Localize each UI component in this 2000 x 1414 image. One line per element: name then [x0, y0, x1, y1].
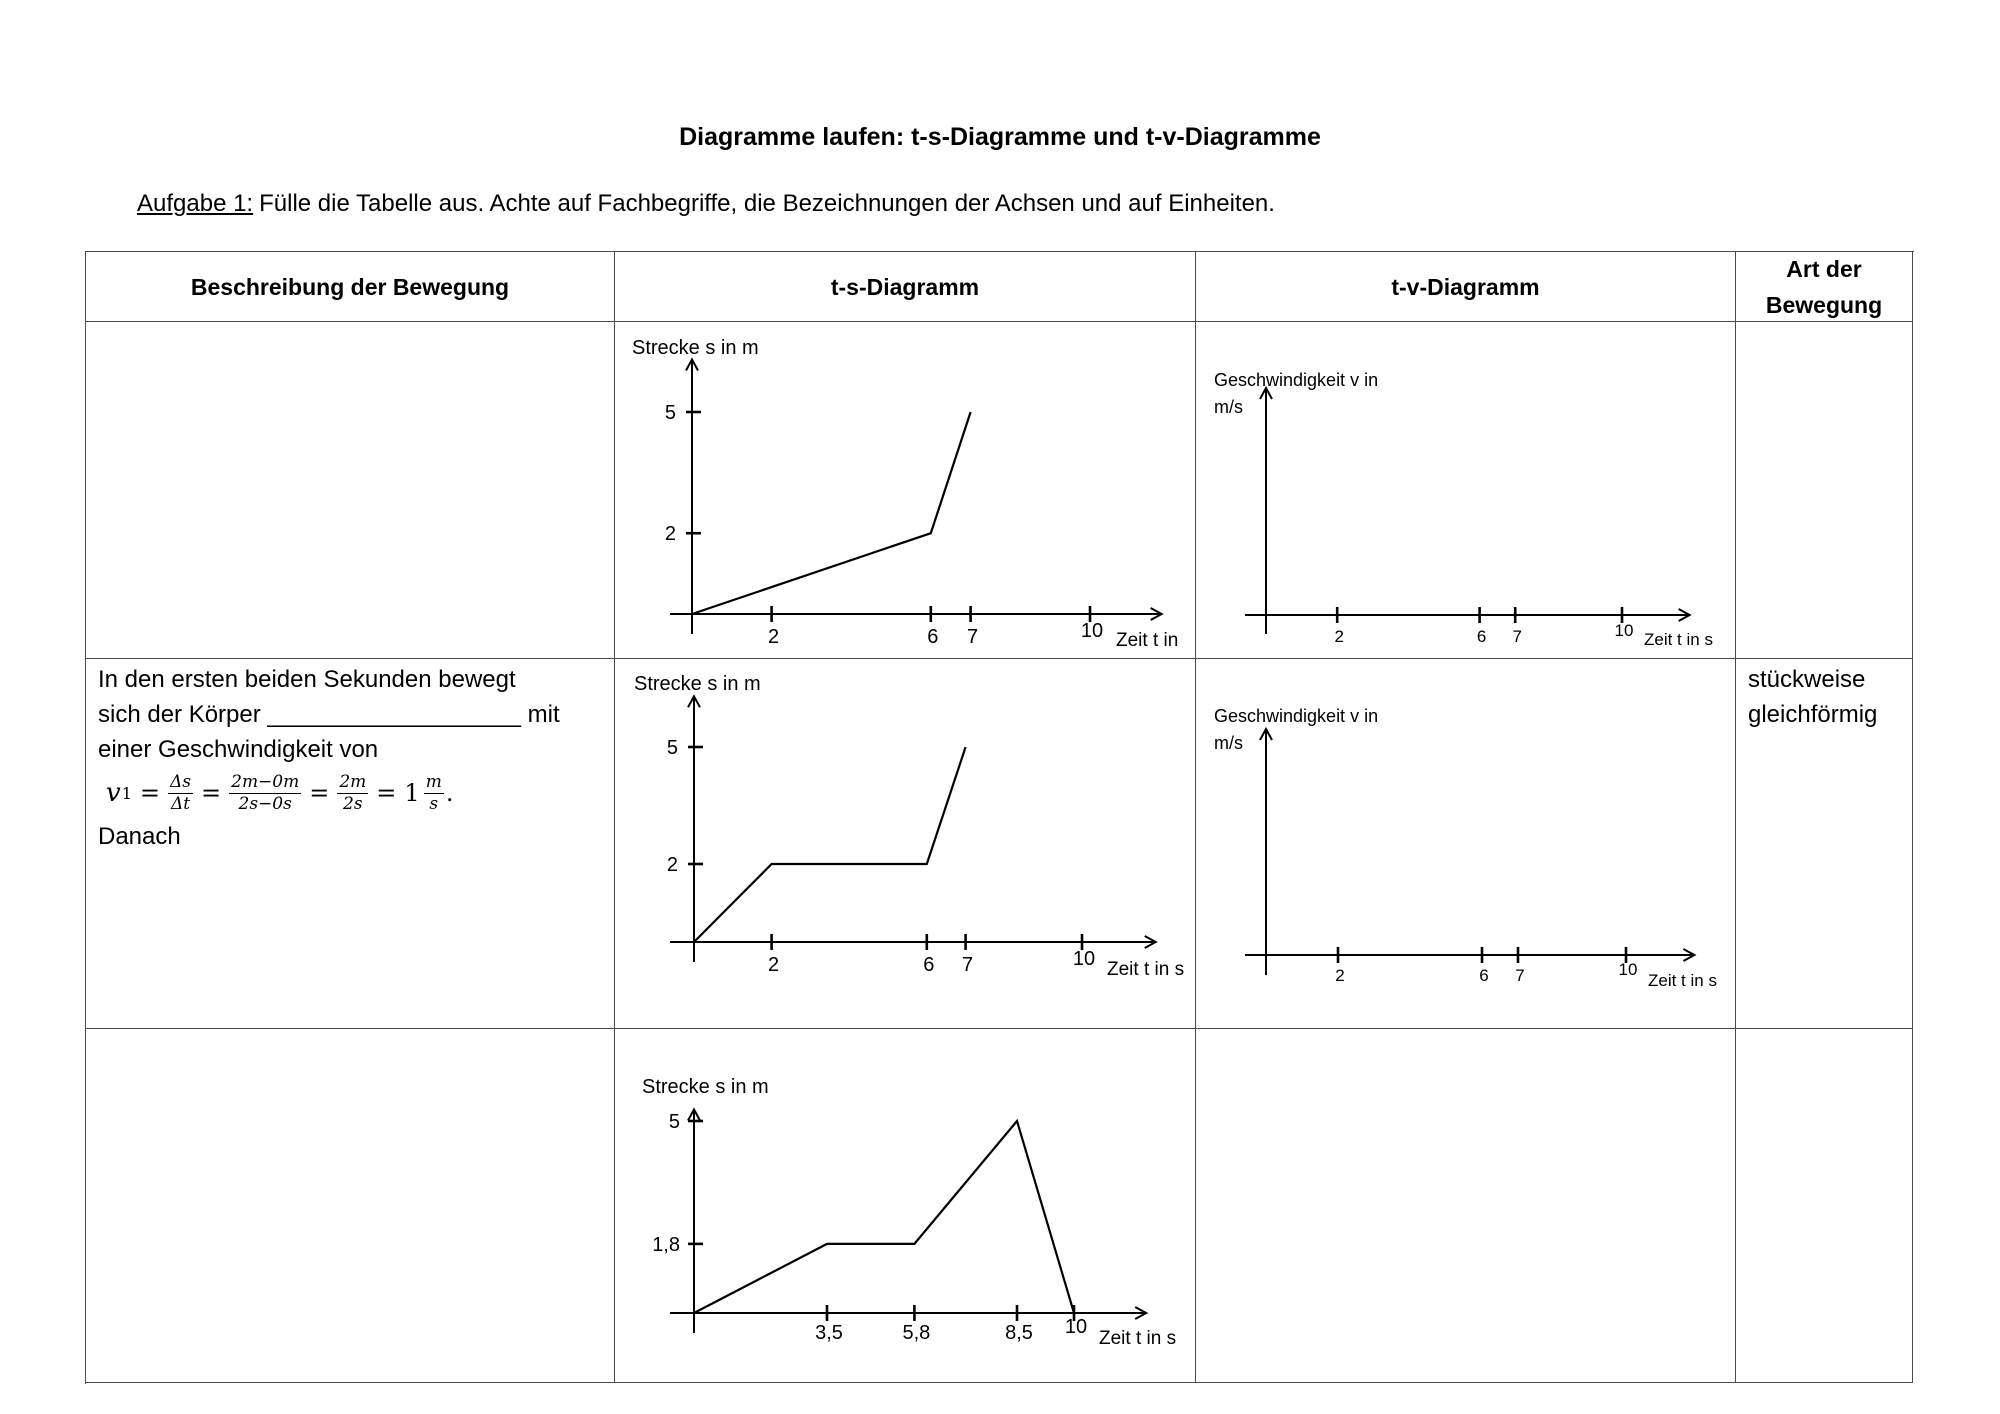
formula-equals: = — [376, 778, 397, 807]
y-tick-label: 1,8 — [652, 1233, 680, 1256]
fraction-denominator: s — [429, 793, 439, 814]
fraction-denominator: Δt — [170, 793, 191, 814]
x-tick-label: 7 — [967, 626, 979, 648]
y-axis-label: Geschwindigkeit v in — [1214, 706, 1379, 726]
x-tick-label: 10 — [1614, 621, 1634, 640]
x-axis-label: Zeit t in s — [1648, 971, 1717, 990]
x-tick-label: 7 — [1512, 627, 1522, 646]
x-tick-label: 8,5 — [1005, 1322, 1033, 1344]
row3-ts-cell — [615, 1029, 1196, 1383]
y-axis-label: Geschwindigkeit v in — [1214, 370, 1379, 390]
x-tick-label: 7 — [1515, 966, 1525, 985]
row3-description-cell[interactable] — [86, 1029, 615, 1383]
description-line: einer Geschwindigkeit von — [98, 736, 379, 763]
x-tick-label: 10 — [1080, 620, 1104, 642]
fraction-numerator: 2m−0m — [231, 771, 300, 792]
task-text: Fülle die Tabelle aus. Achte auf Fachbegriffe, die Bezeichnungen der Achsen und auf Einheiten. — [259, 190, 1275, 217]
row1-ts-cell — [615, 322, 1196, 659]
row3-motion-type-cell[interactable] — [1736, 1029, 1913, 1383]
fraction-numerator: m — [425, 771, 442, 792]
row1-description-cell[interactable] — [86, 322, 615, 659]
description-line-with-blank: sich der Körper ___________________ mit — [98, 701, 560, 728]
y-tick-label: 5 — [668, 1111, 680, 1133]
y-tick-label: 5 — [664, 402, 676, 424]
fraction-numerator: Δs — [170, 771, 192, 792]
x-tick-label: 5,8 — [902, 1322, 931, 1344]
fraction-values — [229, 772, 301, 815]
y-tick-label: 2 — [664, 523, 676, 546]
x-tick-label: 6 — [923, 954, 935, 976]
worksheet-table — [85, 251, 1914, 1384]
fraction-unit — [424, 772, 444, 815]
row2-tv-cell[interactable] — [1196, 659, 1736, 1029]
y-axis-label: Strecke s in m — [632, 337, 759, 359]
row3-tv-cell[interactable] — [1196, 1029, 1736, 1383]
x-tick-label: 10 — [1072, 948, 1096, 970]
row2-motion-type-cell — [1736, 659, 1913, 1029]
formula-period: . — [445, 778, 454, 807]
row2-ts-cell — [615, 659, 1196, 1029]
row2-description — [98, 662, 610, 854]
x-axis-label: Zeit t in s — [1107, 959, 1185, 980]
description-line: In den ersten beiden Sekunden bewegt — [98, 666, 516, 693]
formula-equals: = — [309, 778, 330, 807]
fraction-denominator: 2s — [343, 793, 363, 814]
header-tv-diagram: t-v-Diagramm — [1196, 252, 1736, 322]
formula-result: 1 — [404, 778, 420, 807]
header-description: Beschreibung der Bewegung — [86, 252, 615, 322]
x-tick-label: 6 — [927, 626, 939, 648]
task-instruction — [137, 190, 1275, 218]
x-tick-label: 2 — [1335, 966, 1345, 985]
y-axis-label: Strecke s in m — [642, 1076, 769, 1098]
fraction-denominator: 2s−0s — [238, 793, 292, 814]
y-tick-label: 2 — [666, 854, 678, 876]
formula-equals: = — [201, 778, 222, 807]
description-line: Danach — [98, 823, 181, 850]
velocity-formula — [98, 767, 610, 819]
header-motion-type: Art der Bewegung — [1736, 252, 1913, 322]
fraction-simplified — [337, 772, 368, 815]
page-title: Diagramme laufen: t-s-Diagramme und t-v-Diagramme — [679, 123, 1321, 151]
fraction-delta — [168, 772, 193, 815]
x-tick-label: 10 — [1618, 960, 1638, 979]
row2-description-cell — [86, 659, 615, 1029]
header-ts-diagram: t-s-Diagramm — [615, 252, 1196, 322]
motion-type-text: stückweise gleichförmig — [1748, 666, 1878, 728]
x-axis-label: Zeit t in — [1116, 630, 1179, 651]
x-axis-label: Zeit t in s — [1644, 630, 1713, 649]
x-tick-label: 6 — [1476, 627, 1487, 646]
x-tick-label: 3,5 — [815, 1322, 843, 1344]
x-tick-label: 2 — [768, 626, 780, 648]
x-tick-label: 10 — [1064, 1316, 1088, 1338]
row1-tv-cell[interactable] — [1196, 322, 1736, 659]
y-axis-label: m/s — [1214, 397, 1243, 417]
x-tick-label: 6 — [1479, 966, 1489, 985]
formula-equals: = — [139, 778, 160, 807]
y-tick-label: 5 — [666, 737, 678, 759]
x-tick-label: 2 — [1334, 627, 1344, 646]
y-axis-label: m/s — [1214, 733, 1243, 753]
x-tick-label: 2 — [768, 954, 780, 976]
formula-variable: v — [106, 777, 121, 808]
x-tick-label: 7 — [962, 954, 974, 976]
task-label: Aufgabe 1: — [137, 190, 254, 217]
x-axis-label: Zeit t in s — [1099, 1328, 1177, 1349]
row1-motion-type-cell[interactable] — [1736, 322, 1913, 659]
fraction-numerator: 2m — [339, 771, 367, 792]
y-axis-label: Strecke s in m — [634, 673, 761, 695]
formula-subscript: 1 — [121, 784, 132, 803]
